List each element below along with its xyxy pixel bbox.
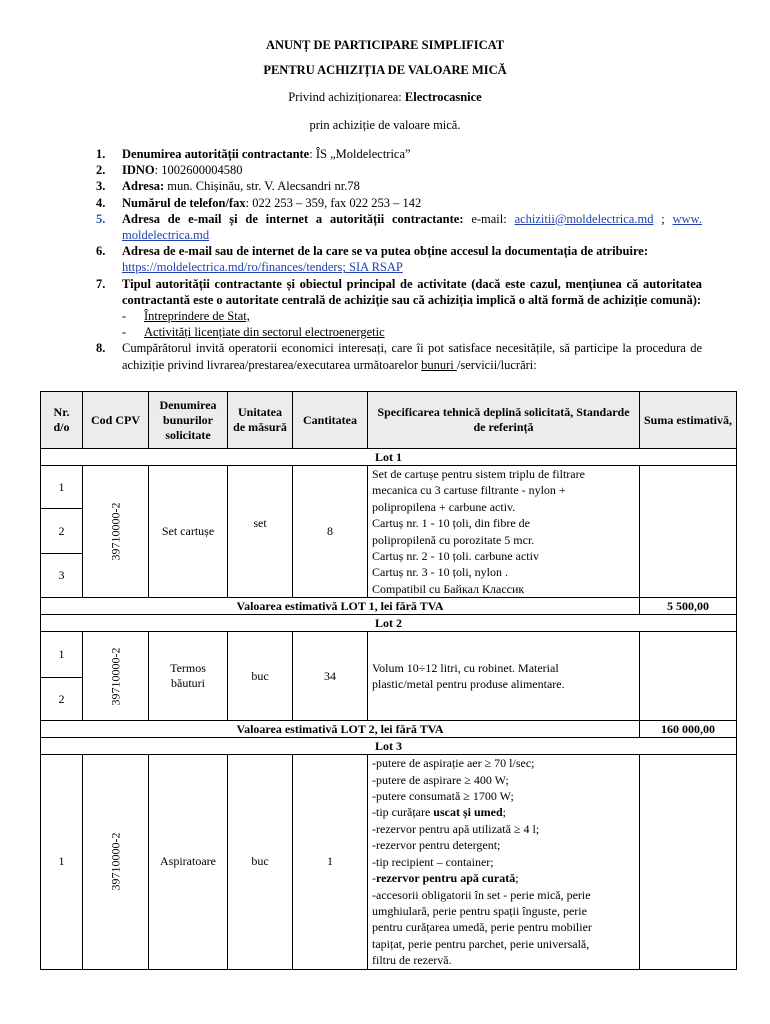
lot-title-row [41, 615, 737, 632]
item-label: IDNO [122, 163, 155, 178]
sub-item: - Activități licențiate din sectorul electroenergetic [122, 325, 385, 340]
lot-title-row [41, 738, 737, 755]
item-label: Denumirea autorității contractante [122, 147, 310, 161]
list-item [96, 162, 702, 178]
item-label: Numărul de telefon/fax [122, 195, 246, 210]
item-label: Adresa de e-mail sau de internet de la care se va putea obține accesul la documentația de atribuire: [122, 244, 648, 259]
item-spec: -putere de aspirație aer ≥ 70 l/sec; -putere de aspirare ≥ 400 W; -putere consumată ≥ 1700 W; -tip curățare uscat și umed; -rezervor pentru apă utilizată ≥ 4 l; -rezervor pentru detergent; -tip recipient – container; -rezervor pentru apă curată; -accesorii obligatorii în set - perie mică, perie umghiulară, perie pentru spații înguste, perie pentru curățarea umedă, perie pentru mobilier tapițat, perie pentru parchet, perie universală, filtru de rezervă. [368, 755, 640, 969]
item-label: Tipul autorității contractante și obiectul principal de activitate (dacă este cazul, mențiunea că autoritatea contractantă este o autoritate centrală de achiziție sau că achiziția implică o altă formă de achiziție comună): [122, 276, 702, 307]
col-header-sum: Suma estimativă, [640, 392, 737, 449]
cpv-code-text: 39710000-2 [108, 832, 122, 891]
website-link[interactable]: www. moldelectrica.md [122, 211, 702, 243]
cpv-code [83, 632, 149, 721]
item-value: : ÎS „Moldelectrica” [309, 147, 411, 161]
list-item [96, 211, 702, 243]
item-number: 3. [96, 179, 106, 194]
lot-value-amount: 5 500,00 [640, 598, 737, 615]
item-qty: 8 [293, 466, 368, 598]
table-row [41, 632, 737, 678]
item-text-end: /servicii/lucrări: [456, 357, 537, 372]
link-separator: ; [653, 211, 673, 226]
lot-value-label: Valoarea estimativă LOT 1, lei fără TVA [41, 598, 640, 615]
item-text: Cumpărătorul invită operatorii economici interesați, care îi pot satisface necesitățile, să participe la procedura de achiziție privind livrarea/prestarea/executarea următoarelor [122, 341, 702, 372]
item-number: 2. [96, 163, 106, 178]
lot-title-row [41, 449, 737, 466]
item-text-goods: bunuri [421, 357, 457, 372]
item-value: mun. Chișinău, str. V. Alecsandri nr.78 [164, 179, 360, 194]
lot-title: Lot 3 [41, 738, 737, 755]
lot-value-row [41, 721, 737, 738]
table-header-row [41, 392, 737, 449]
item-number: 5. [96, 211, 106, 226]
list-item [96, 195, 702, 211]
cpv-code [83, 466, 149, 598]
item-value: : 1002600004580 [154, 163, 243, 178]
lot-value-amount: 160 000,00 [640, 721, 737, 738]
col-header-spec: Specificarea tehnică deplină solicitată, Standarde de referință [368, 392, 640, 449]
col-header-qty: Cantitatea [293, 392, 368, 449]
subject-prefix: Privind achiziționarea: [288, 90, 405, 104]
list-item [96, 276, 702, 308]
row-number: 2 [41, 678, 83, 721]
item-name: Aspiratoare [149, 755, 228, 969]
col-header-unit: Unitatea de măsură [228, 392, 293, 449]
sub-item-text: Întreprindere de Stat, [144, 309, 250, 324]
procurement-method: prin achiziție de valoare mică. [309, 118, 461, 132]
item-name: Set cartușe [149, 466, 228, 598]
item-qty: 34 [293, 632, 368, 721]
list-item [96, 243, 702, 275]
item-unit: buc [228, 632, 293, 721]
subject-value: Electrocasnice [404, 90, 482, 104]
list-item [96, 178, 702, 194]
procurement-table [40, 391, 737, 970]
sub-item: - Întreprindere de Stat, [122, 309, 250, 324]
email-link[interactable]: achizitii@moldelectrica.md [514, 211, 654, 226]
item-qty: 1 [293, 755, 368, 969]
item-unit: set [228, 466, 293, 598]
item-value: : 022 253 – 359, fax 022 253 – 142 [245, 195, 422, 210]
cpv-code-text: 39710000-2 [108, 647, 122, 706]
item-number: 8. [96, 341, 106, 356]
item-spec: Volum 10÷12 litri, cu robinet. Material plastic/metal pentru produse alimentare. [368, 632, 640, 721]
item-sum-cell [640, 466, 737, 598]
row-number: 3 [41, 553, 83, 597]
document-subtitle: PENTRU ACHIZIȚIA DE VALOARE MICĂ [263, 63, 507, 77]
list-item [96, 146, 702, 162]
row-number: 1 [41, 466, 83, 509]
row-number: 2 [41, 509, 83, 553]
item-sum-cell [640, 755, 737, 969]
item-number: 6. [96, 244, 106, 259]
cpv-code-text: 39710000-2 [108, 502, 122, 561]
sub-item-text: Activități licențiate din sectorul electroenergetic [144, 325, 385, 340]
info-list [96, 146, 702, 373]
lot-title: Lot 2 [41, 615, 737, 632]
item-number: 4. [96, 195, 106, 210]
lot-value-row [41, 598, 737, 615]
col-header-cpv: Cod CPV [83, 392, 149, 449]
item-label: Adresa: [122, 179, 165, 194]
col-header-nr: Nr. d/o [41, 392, 83, 449]
email-prefix: e-mail: [463, 211, 515, 226]
cpv-code [83, 755, 149, 969]
table-row [41, 755, 737, 969]
row-number: 1 [41, 755, 83, 969]
item-unit: buc [228, 755, 293, 969]
list-item [96, 340, 702, 372]
lot-title: Lot 1 [41, 449, 737, 466]
tenders-link[interactable]: https://moldelectrica.md/ro/finances/tenders; SIA RSAP [122, 260, 403, 275]
table-row [41, 466, 737, 509]
item-number: 1. [96, 147, 106, 161]
procurement-subject [0, 90, 770, 105]
item-sum-cell [640, 632, 737, 721]
item-name: Termos băuturi [149, 632, 228, 721]
lot-value-label: Valoarea estimativă LOT 2, lei fără TVA [41, 721, 640, 738]
item-label: Adresa de e-mail și de internet a autorității contractante: [122, 211, 464, 226]
col-header-name: Denumirea bunurilor solicitate [149, 392, 228, 449]
item-spec: Set de cartușe pentru sistem triplu de filtrare mecanica cu 3 cartuse filtrante - nylon + polipropilena + carbune activ. Cartuș nr. 1 - 10 țoli, din fibre de polipropilenă cu porozitate 5 mcr. Cartuș nr. 2 - 10 țoli. carbune activ Cartuș nr. 3 - 10 țoli, nylon . Compatibil cu Байкал Классик [368, 466, 640, 598]
row-number: 1 [41, 632, 83, 678]
document-title: ANUNȚ DE PARTICIPARE SIMPLIFICAT [265, 38, 505, 52]
item-number: 7. [96, 276, 106, 291]
